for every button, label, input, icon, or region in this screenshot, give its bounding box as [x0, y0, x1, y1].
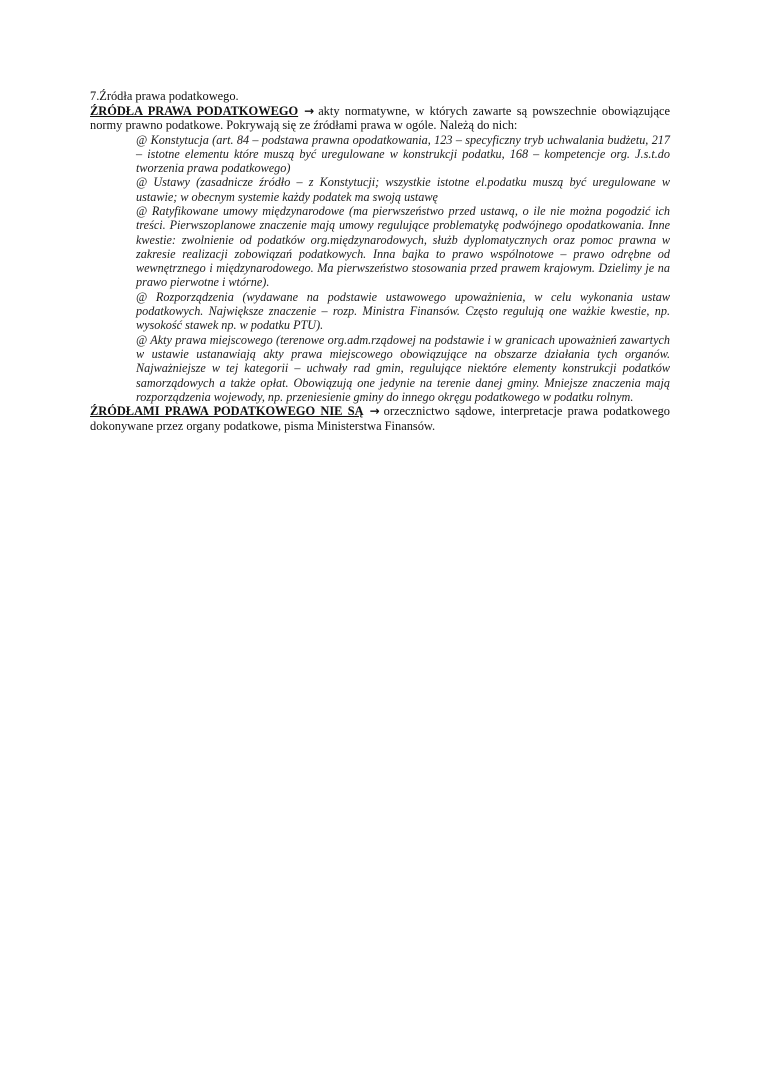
arrow-right-icon: →: [369, 404, 380, 419]
intro-text: akty normatywne, w których zawarte są powszechnie obowiązujące normy prawno podatkowe. Pokrywają się ze źródłami prawa w ogóle. Należą do nich:: [90, 103, 670, 132]
list-item: @ Ratyfikowane umowy międzynarodowe (ma pierwszeństwo przed ustawą, o ile nie można pogodzić ich treści. Pierwszoplanowe znaczenie mają umowy regulujące problematykę podwójnego opodatkowania. Inne kwestie: zwolnienie od podatków org.międzynarodowych, służb dyplomatycznych oraz pomoc prawna w zakresie realizacji zobowiązań podatkowych. Inna bajka to prawo wspólnotowe – prawo odrębne od wewnętrznego i międzynarodowego. Ma pierwszeństwo stosowania przed prawem krajowym. Dzielimy je na prawo pierwotne i wtórne).: [136, 203, 670, 290]
list-item: @ Konstytucja (art. 84 – podstawa prawna opodatkowania, 123 – specyficzny tryb uchwalania budżetu, 217 – istotne elementu które muszą być uregulowane w konstrukcji podatku, 168 – kompetencje org. J.s.t.do tworzenia prawa podatkowego): [136, 132, 670, 176]
list-item: @ Ustawy (zasadnicze źródło – z Konstytucji; wszystkie istotne el.podatku muszą być uregulowane w ustawie; w obecnym systemie każdy podatek ma swoją ustawę: [136, 175, 670, 204]
intro-lead: ŹRÓDŁA PRAWA PODATKOWEGO: [90, 103, 299, 118]
sources-list: [136, 133, 670, 405]
arrow-right-icon: →: [304, 103, 315, 118]
list-item: @ Akty prawa miejscowego (terenowe org.adm.rządowej na podstawie i w granicach upoważnień zawartych w ustawie ustanawiają akty prawa miejscowego obowiązujące na obszarze działania tych organów. Najważniejsze w tej kategorii – uchwały rad gmin, regulujące niektóre elementy konstrukcji podatków samorządowych a także opłat. Obowiązują one jedynie na terenie danej gminy. Mniejsze znaczenia mają rozporządzenia wojewody, np. przeniesienie gminy do innego okręgu podatkowego w podatku rolnym.: [136, 332, 670, 404]
section-heading: 7.Źródła prawa podatkowego.: [90, 89, 239, 103]
closing-text: orzecznictwo sądowe, interpretacje prawa podatkowego dokonywane przez organy podatkowe, pisma Ministerstwa Finansów.: [90, 404, 670, 433]
list-item: @ Rozporządzenia (wydawane na podstawie ustawowego upoważnienia, w celu wykonania ustaw podatkowych. Największe znaczenie – rozp. Ministra Finansów. Często regulują one ważkie kwestie, np. wysokość stawek np. w podatku PTU).: [136, 289, 670, 333]
document-page: [90, 89, 670, 433]
intro-paragraph: [90, 104, 670, 133]
closing-paragraph: [90, 404, 670, 433]
closing-lead: ŹRÓDŁAMI PRAWA PODATKOWEGO NIE SĄ: [90, 404, 364, 419]
